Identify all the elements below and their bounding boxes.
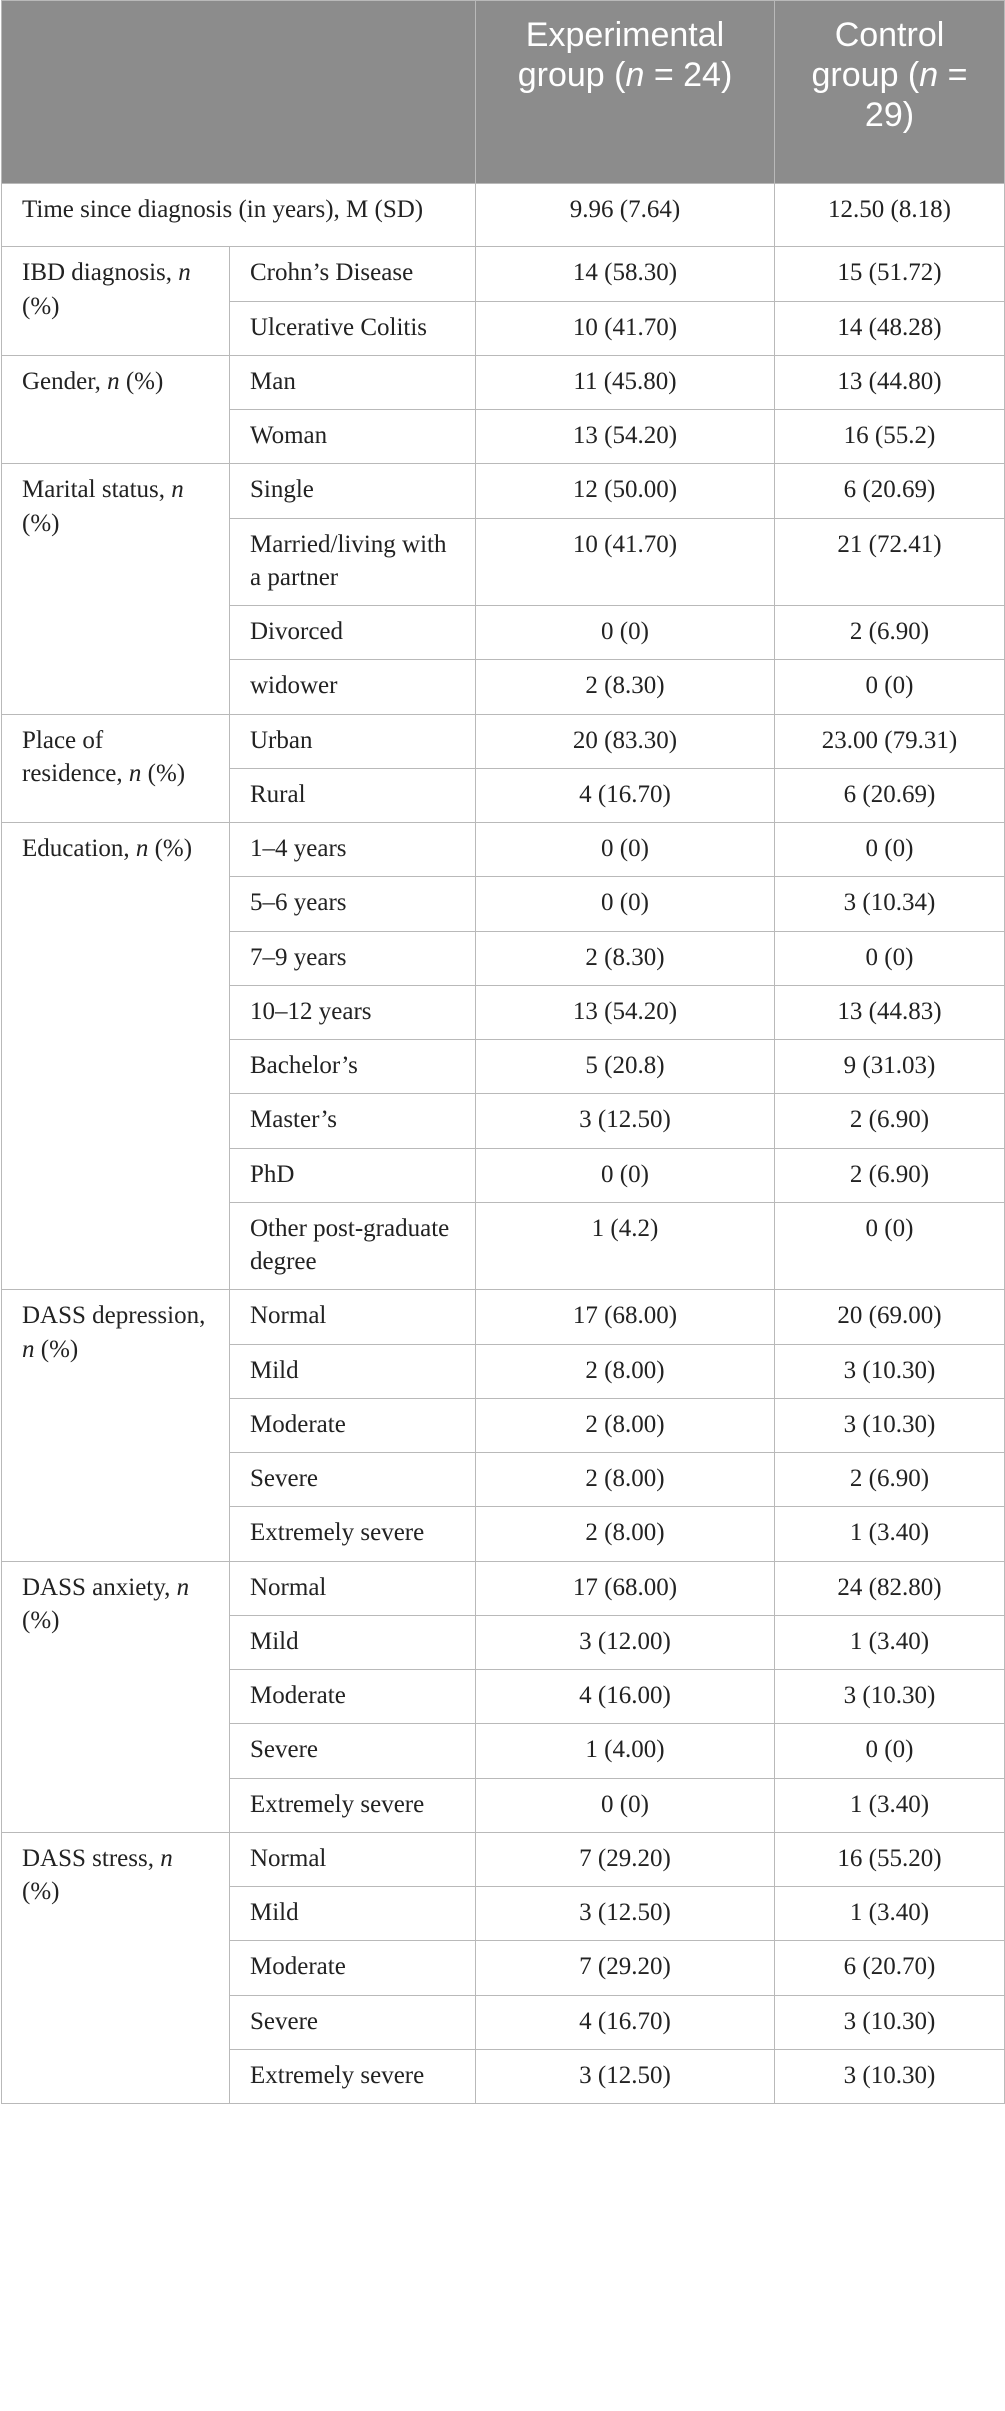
level-label: Woman [230,410,476,464]
control-value: 9 (31.03) [775,1040,1005,1094]
group-label-n: n [176,1573,190,1601]
control-value: 3 (10.30) [775,1670,1005,1724]
control-value: 2 (6.90) [775,1453,1005,1507]
level-label: Rural [230,768,476,822]
group-label-n: n [128,759,142,787]
group-label-unit: (%) [141,759,186,787]
level-label: Normal [230,1290,476,1344]
group-label-n: n [171,476,184,504]
level-label: Extremely severe [230,2049,476,2103]
group-label [2,823,230,1290]
level-label: PhD [230,1148,476,1202]
header-control-count: = 29) [864,56,968,135]
level-label: Severe [230,1724,476,1778]
level-label: Moderate [230,1398,476,1452]
experimental-value: 11 (45.80) [476,355,775,409]
experimental-value: 17 (68.00) [476,1290,775,1344]
control-value: 1 (3.40) [775,1507,1005,1561]
level-label: Single [230,464,476,518]
level-label: Ulcerative Colitis [230,301,476,355]
table-body [2,184,1005,2104]
level-label: Normal [230,1561,476,1615]
group-label-text: Place of residence, [22,726,129,787]
group-label-text: Marital status, [22,476,172,504]
level-label: Man [230,355,476,409]
level-label: Moderate [230,1670,476,1724]
experimental-value: 2 (8.30) [476,660,775,714]
level-label: Bachelor’s [230,1040,476,1094]
control-value: 6 (20.69) [775,464,1005,518]
group-label-n: n [22,1335,35,1363]
control-value: 6 (20.70) [775,1941,1005,1995]
table-row-time-since-diagnosis [2,184,1005,247]
control-value: 3 (10.30) [775,1995,1005,2049]
table-row [2,1561,1005,1615]
time-since-diagnosis-control: 12.50 (8.18) [775,184,1005,247]
group-label [2,1290,230,1561]
experimental-value: 3 (12.50) [476,2049,775,2103]
level-label: Mild [230,1615,476,1669]
table-row [2,355,1005,409]
control-value: 16 (55.20) [775,1832,1005,1886]
level-label: Divorced [230,606,476,660]
control-value: 3 (10.34) [775,877,1005,931]
level-label: Severe [230,1995,476,2049]
level-label: Extremely severe [230,1778,476,1832]
control-value: 21 (72.41) [775,518,1005,606]
control-value: 0 (0) [775,660,1005,714]
experimental-value: 2 (8.00) [476,1398,775,1452]
experimental-value: 5 (20.8) [476,1040,775,1094]
group-label-text: IBD diagnosis, [22,259,179,287]
control-value: 6 (20.69) [775,768,1005,822]
table-row [2,464,1005,518]
experimental-value: 14 (58.30) [476,247,775,301]
control-value: 23.00 (79.31) [775,714,1005,768]
experimental-value: 1 (4.2) [476,1202,775,1290]
level-label: 5–6 years [230,877,476,931]
header-experimental-n: n [625,56,645,95]
group-label-text: DASS depression, [22,1302,206,1330]
group-label-n: n [160,1844,173,1872]
group-label [2,355,230,464]
control-value: 0 (0) [775,1202,1005,1290]
group-label-unit: (%) [22,509,60,537]
header-experimental-group [476,1,775,184]
time-since-diagnosis-label: Time since diagnosis (in years), M (SD) [2,184,476,247]
control-value: 14 (48.28) [775,301,1005,355]
table-header [2,1,1005,184]
control-value: 1 (3.40) [775,1887,1005,1941]
group-label-n: n [135,835,149,862]
level-label: widower [230,660,476,714]
group-label-text: Gender, [22,367,108,395]
level-label: Severe [230,1453,476,1507]
group-label-unit: (%) [22,1878,60,1905]
experimental-value: 0 (0) [476,823,775,877]
experimental-value: 10 (41.70) [476,518,775,606]
control-value: 3 (10.30) [775,2049,1005,2103]
level-label: Married/living with a partner [230,518,476,606]
group-label-text: DASS anxiety, [22,1573,177,1601]
table-row [2,1290,1005,1344]
group-label-n: n [107,367,120,395]
level-label: Urban [230,714,476,768]
experimental-value: 3 (12.50) [476,1094,775,1148]
control-value: 24 (82.80) [775,1561,1005,1615]
group-label-unit: (%) [34,1335,79,1363]
level-label: 10–12 years [230,985,476,1039]
experimental-value: 0 (0) [476,1148,775,1202]
level-label: Mild [230,1887,476,1941]
control-value: 3 (10.30) [775,1344,1005,1398]
experimental-value: 1 (4.00) [476,1724,775,1778]
experimental-value: 2 (8.00) [476,1453,775,1507]
control-value: 13 (44.80) [775,355,1005,409]
experimental-value: 2 (8.00) [476,1507,775,1561]
header-control-text: Control group ( [811,16,945,95]
level-label: Other post-graduate degree [230,1202,476,1290]
header-experimental-text: Experimental group ( [517,16,725,95]
control-value: 16 (55.2) [775,410,1005,464]
experimental-value: 0 (0) [476,1778,775,1832]
header-control-group [775,1,1005,184]
group-label-unit: (%) [148,835,193,862]
level-label: Mild [230,1344,476,1398]
group-label-text: Education, [22,835,136,862]
control-value: 2 (6.90) [775,606,1005,660]
group-label [2,1832,230,2103]
experimental-value: 7 (29.20) [476,1832,775,1886]
level-label: Normal [230,1832,476,1886]
experimental-value: 13 (54.20) [476,985,775,1039]
experimental-value: 17 (68.00) [476,1561,775,1615]
control-value: 13 (44.83) [775,985,1005,1039]
control-value: 1 (3.40) [775,1615,1005,1669]
experimental-value: 0 (0) [476,606,775,660]
control-value: 1 (3.40) [775,1778,1005,1832]
level-label: Moderate [230,1941,476,1995]
experimental-value: 20 (83.30) [476,714,775,768]
experimental-value: 4 (16.70) [476,1995,775,2049]
control-value: 0 (0) [775,931,1005,985]
group-label-unit: (%) [22,1606,60,1634]
header-experimental-count: = 24) [644,56,733,95]
time-since-diagnosis-experimental: 9.96 (7.64) [476,184,775,247]
control-value: 0 (0) [775,823,1005,877]
level-label: Extremely severe [230,1507,476,1561]
level-label: 7–9 years [230,931,476,985]
experimental-value: 0 (0) [476,877,775,931]
control-value: 15 (51.72) [775,247,1005,301]
control-value: 2 (6.90) [775,1094,1005,1148]
control-value: 0 (0) [775,1724,1005,1778]
experimental-value: 2 (8.00) [476,1344,775,1398]
group-label-unit: (%) [22,292,60,320]
group-label-unit: (%) [119,367,164,395]
demographics-table [1,0,1005,2104]
level-label: 1–4 years [230,823,476,877]
experimental-value: 13 (54.20) [476,410,775,464]
experimental-value: 2 (8.30) [476,931,775,985]
control-value: 20 (69.00) [775,1290,1005,1344]
group-label [2,1561,230,1832]
control-value: 3 (10.30) [775,1398,1005,1452]
table-row [2,1832,1005,1886]
group-label [2,464,230,714]
header-blank-cell [2,1,476,184]
group-label-text: DASS stress, [22,1844,161,1872]
group-label [2,714,230,823]
table-row [2,823,1005,877]
level-label: Master’s [230,1094,476,1148]
experimental-value: 12 (50.00) [476,464,775,518]
header-control-n: n [919,56,939,95]
group-label [2,247,230,356]
group-label-n: n [178,259,191,287]
table-row [2,714,1005,768]
experimental-value: 4 (16.70) [476,768,775,822]
level-label: Crohn’s Disease [230,247,476,301]
experimental-value: 7 (29.20) [476,1941,775,1995]
control-value: 2 (6.90) [775,1148,1005,1202]
header-row [2,1,1005,184]
experimental-value: 10 (41.70) [476,301,775,355]
experimental-value: 3 (12.00) [476,1615,775,1669]
experimental-value: 3 (12.50) [476,1887,775,1941]
table-row [2,247,1005,301]
experimental-value: 4 (16.00) [476,1670,775,1724]
